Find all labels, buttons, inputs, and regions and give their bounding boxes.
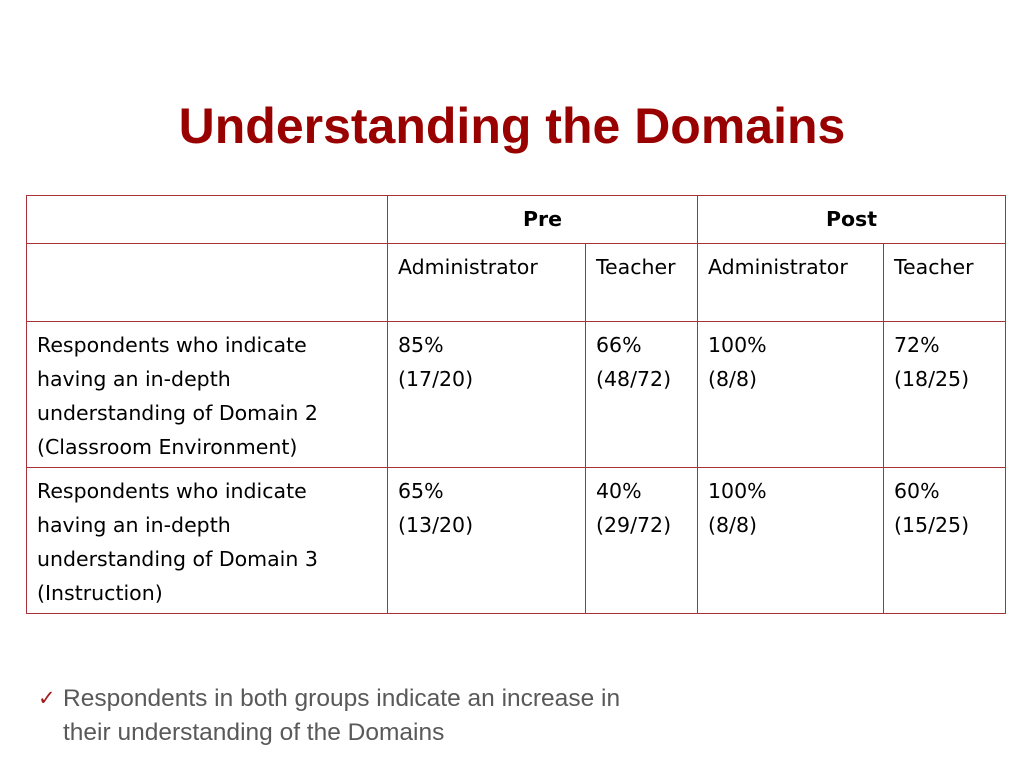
cell-fraction: (15/25)	[894, 513, 970, 537]
summary-text	[63, 682, 823, 750]
table-group-header-row	[27, 196, 1006, 244]
cell-percent: 40%	[596, 479, 642, 503]
cell-pre-administrator	[388, 322, 586, 468]
cell-post-teacher	[884, 468, 1006, 614]
cell-post-administrator	[698, 322, 884, 468]
cell-fraction: (8/8)	[708, 513, 757, 537]
cell-fraction: (8/8)	[708, 367, 757, 391]
row-label-line: (Instruction)	[37, 581, 163, 605]
row-label-line: having an in-depth	[37, 367, 231, 391]
table-row-domain-2	[27, 322, 1006, 468]
cell-post-teacher	[884, 322, 1006, 468]
cell-fraction: (29/72)	[596, 513, 672, 537]
cell-fraction: (17/20)	[398, 367, 474, 391]
cell-percent: 100%	[708, 333, 767, 357]
empty-header-cell	[27, 244, 388, 322]
table-row-domain-3	[27, 468, 1006, 614]
cell-percent: 60%	[894, 479, 940, 503]
row-label-line: understanding of Domain 3	[37, 547, 318, 571]
table-role-header-row	[27, 244, 1006, 322]
row-label-line: having an in-depth	[37, 513, 231, 537]
cell-percent: 65%	[398, 479, 444, 503]
post-teacher-header: Teacher	[884, 244, 1006, 322]
row-label-domain-2	[27, 322, 388, 468]
results-table	[26, 195, 1006, 614]
cell-pre-teacher	[586, 322, 698, 468]
cell-pre-teacher	[586, 468, 698, 614]
row-label-line: (Classroom Environment)	[37, 435, 298, 459]
row-label-domain-3	[27, 468, 388, 614]
row-label-line: Respondents who indicate	[37, 333, 307, 357]
row-label-line: Respondents who indicate	[37, 479, 307, 503]
row-label-line: understanding of Domain 2	[37, 401, 318, 425]
summary-line: their understanding of the Domains	[63, 719, 445, 746]
cell-percent: 85%	[398, 333, 444, 357]
slide-title: Understanding the Domains	[178, 98, 846, 154]
pre-administrator-header: Administrator	[388, 244, 586, 322]
cell-pre-administrator	[388, 468, 586, 614]
empty-header-cell	[27, 196, 388, 244]
summary-line: Respondents in both groups indicate an increase in	[63, 685, 621, 712]
pre-teacher-header: Teacher	[586, 244, 698, 322]
cell-fraction: (13/20)	[398, 513, 474, 537]
cell-post-administrator	[698, 468, 884, 614]
pre-header: Pre	[388, 196, 698, 244]
cell-fraction: (48/72)	[596, 367, 672, 391]
checkmark-icon: ✓	[38, 687, 56, 710]
post-administrator-header: Administrator	[698, 244, 884, 322]
cell-percent: 66%	[596, 333, 642, 357]
cell-percent: 100%	[708, 479, 767, 503]
cell-fraction: (18/25)	[894, 367, 970, 391]
cell-percent: 72%	[894, 333, 940, 357]
post-header: Post	[698, 196, 1006, 244]
